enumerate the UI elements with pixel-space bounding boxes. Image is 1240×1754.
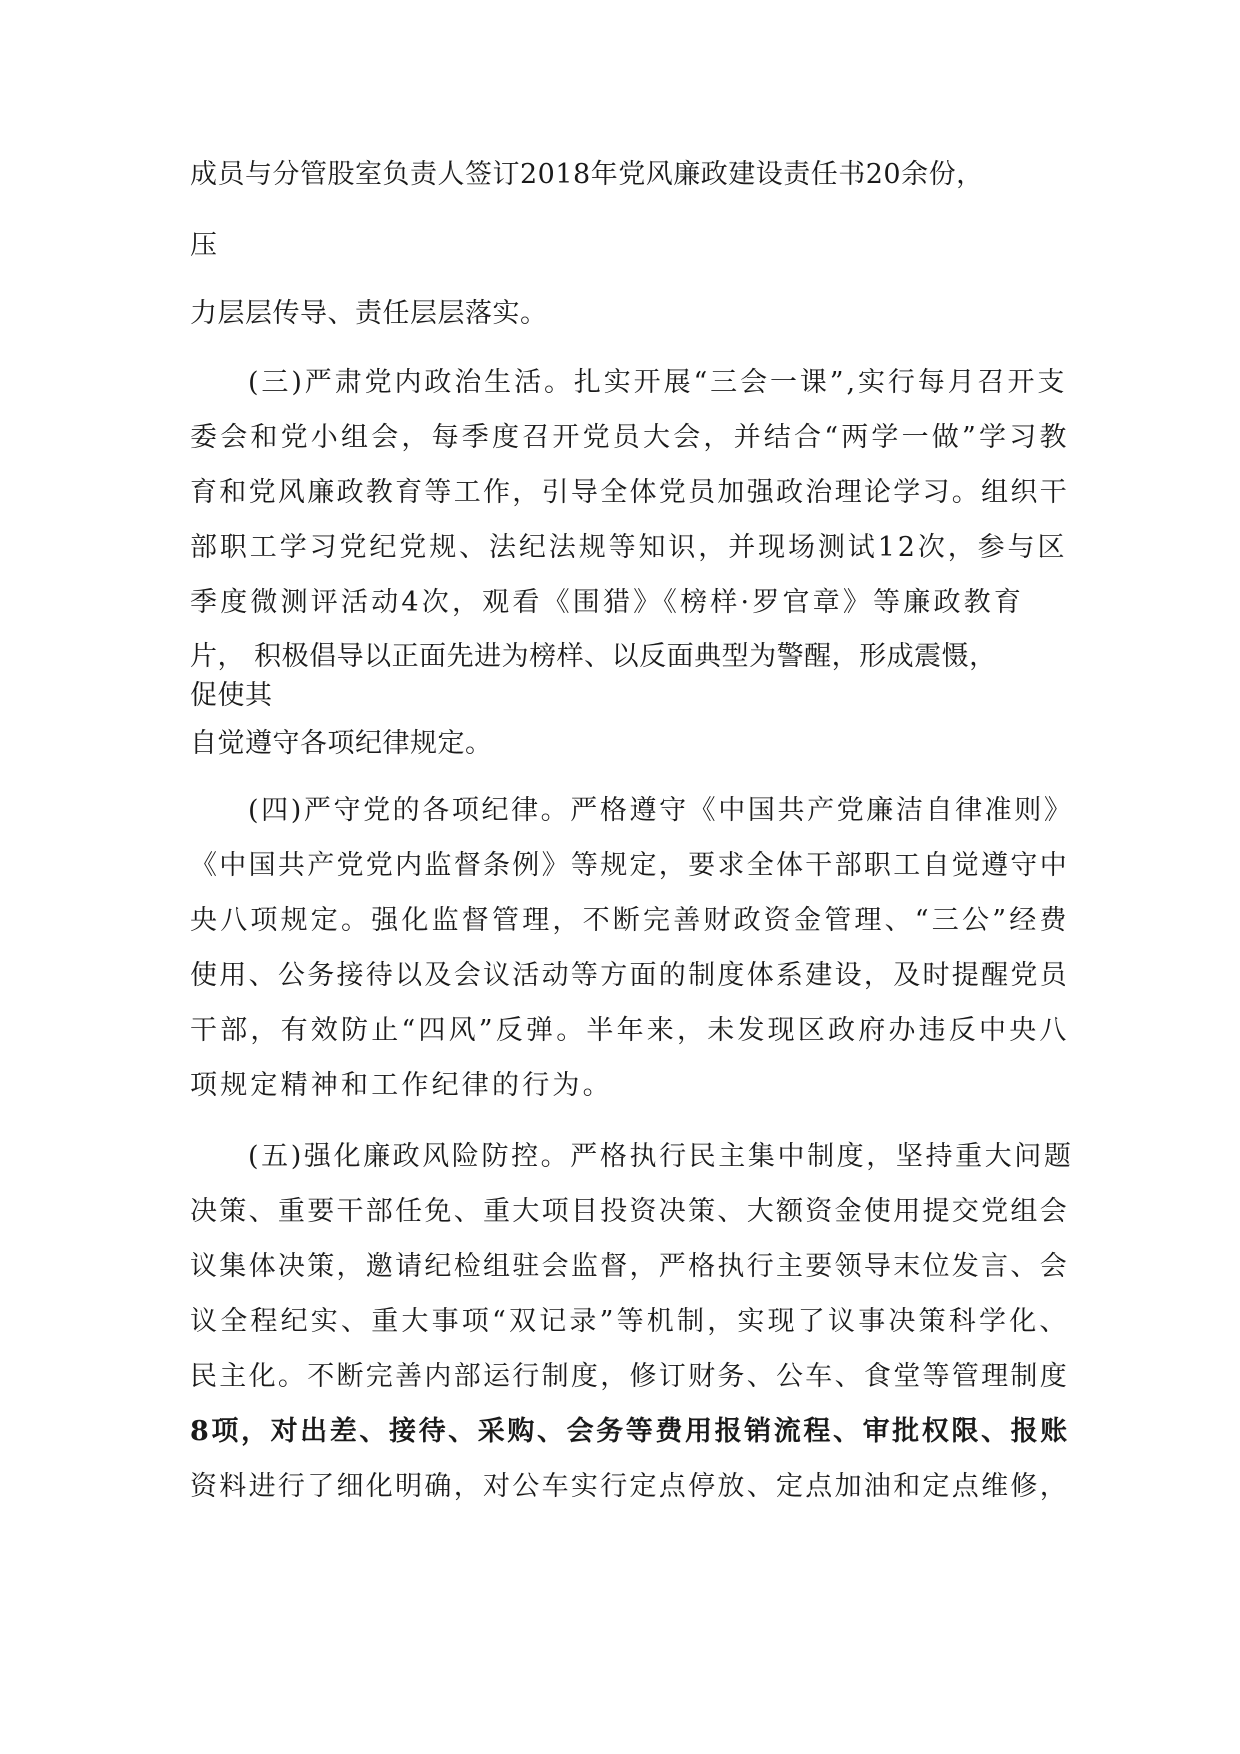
paragraph-heading-line: (五)强化廉政风险防控。严格执行民主集中制度，坚持重大问题	[248, 1141, 1074, 1172]
paragraph-heading-line: (四)严守党的各项纪律。严格遵守《中国共产党廉洁自律准则》	[248, 795, 1074, 826]
text-line: 使用、公务接待以及会议活动等方面的制度体系建设，及时提醒党员	[190, 960, 1069, 991]
text-line: 委会和党小组会，每季度召开党员大会，并结合“两学一做”学习教	[190, 422, 1070, 453]
text-line: 促使其	[190, 680, 273, 711]
text-line: 决策、重要干部任免、重大项目投资决策、大额资金使用提交党组会	[190, 1196, 1069, 1227]
text-line: 压	[190, 230, 218, 261]
text-line: 央八项规定。强化监督管理，不断完善财政资金管理、“三公”经费	[190, 905, 1070, 936]
text-line: 资料进行了细化明确，对公车实行定点停放、定点加油和定点维修，	[190, 1471, 1069, 1502]
text-line: 议集体决策，邀请纪检组驻会监督，严格执行主要领导末位发言、会	[190, 1251, 1069, 1282]
text-line: 议全程纪实、重大事项“双记录”等机制，实现了议事决策科学化、	[190, 1306, 1070, 1337]
text-line: 成员与分管股室负责人签订2018年党风廉政建设责任书20余份，	[190, 159, 984, 190]
text-line: 《中国共产党党内监督条例》等规定，要求全体干部职工自觉遵守中	[190, 850, 1069, 881]
text-line: 自觉遵守各项纪律规定。	[190, 728, 493, 759]
bold-text-line: 8项，对出差、接待、采购、会务等费用报销流程、审批权限、报账	[190, 1416, 1070, 1447]
text-line: 力层层传导、责任层层落实。	[190, 298, 548, 329]
text-line: 片， 积极倡导以正面先进为榜样、以反面典型为警醒，形成震慑，	[190, 641, 997, 672]
text-line: 项规定精神和工作纪律的行为。	[190, 1070, 613, 1101]
text-line: 干部，有效防止“四风”反弹。半年来，未发现区政府办违反中央八	[190, 1015, 1070, 1046]
text-line: 育和党风廉政教育等工作，引导全体党员加强政治理论学习。组织干	[190, 477, 1069, 508]
text-line: 民主化。不断完善内部运行制度，修订财务、公车、食堂等管理制度	[190, 1361, 1069, 1392]
text-line: 季度微测评活动4次，观看《围猎》《榜样·罗官章》等廉政教育	[190, 587, 1025, 618]
paragraph-heading-line: (三)严肃党内政治生活。扎实开展“三会一课”,实行每月召开支	[248, 367, 1068, 398]
text-line: 部职工学习党纪党规、法纪法规等知识，并现场测试12次，参与区	[190, 532, 1068, 563]
